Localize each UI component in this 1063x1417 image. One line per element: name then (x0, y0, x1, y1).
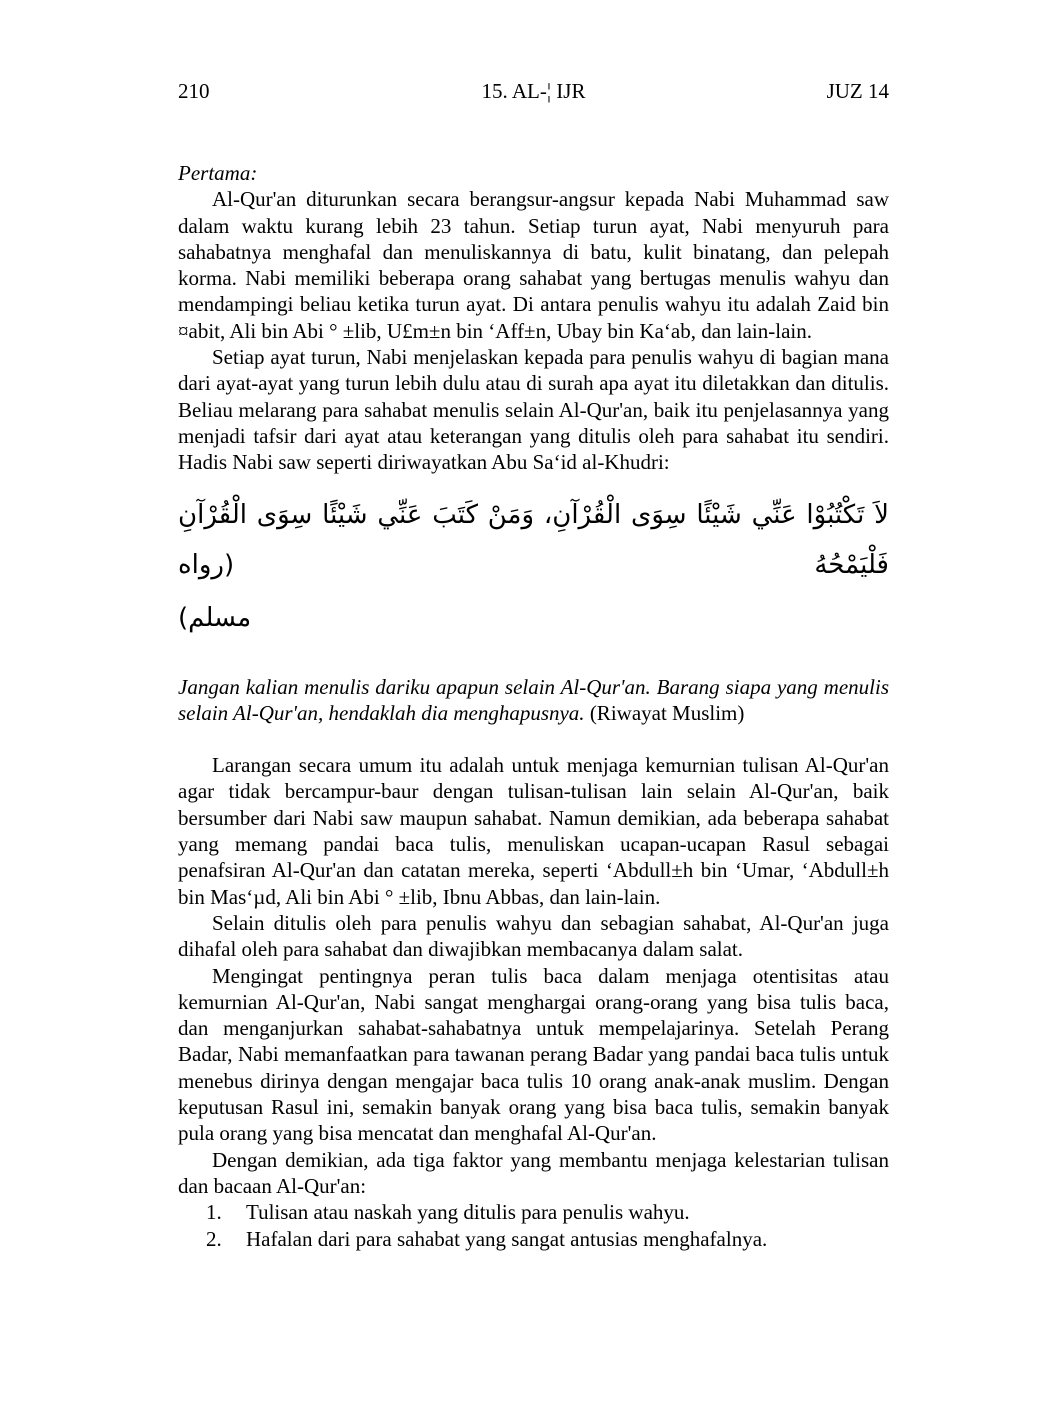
list-item (178, 1199, 889, 1225)
list-text: Hafalan dari para sahabat yang sangat antusias menghafalnya. (246, 1226, 768, 1251)
paragraph-4: Selain ditulis oleh para penulis wahyu dan sebagian sahabat, Al-Qur'an juga dihafal oleh para sahabat dan diwajibkan membacanya dalam salat. (178, 910, 889, 962)
arabic-hadith-line-1: لاَ تَكْتُبُوْا عَنِّي شَيْئًا سِوَى الْقُرْآنِ، وَمَنْ كَتَبَ عَنِّي شَيْئًا سِوَى الْقُرْآنِ فَلْيَمْحُهُ (رواه (178, 499, 889, 580)
hadith-translation-italic: Jangan kalian menulis dariku apapun selain Al-Qur'an. Barang siapa yang menulis selain Al-Qur'an, hendaklah dia menghapusnya. (178, 674, 889, 725)
arabic-hadith-line-2: مسلم) (178, 602, 252, 633)
hadith-translation (178, 674, 889, 727)
juz-label: JUZ 14 (826, 79, 889, 103)
paragraph-2: Setiap ayat turun, Nabi menjelaskan kepada para penulis wahyu di bagian mana dari ayat-ayat yang turun lebih dulu atau di surah apa ayat itu diletakkan dan ditulis. Beliau melarang para sahabat menulis selain Al-Qur'an, baik itu penjelasannya yang menjadi tafsir dari ayat atau keterangan yang ditulis oleh para sahabat itu sendiri. Hadis Nabi saw seperti diriwayatkan Abu Sa‘id al-Khudri: (178, 345, 889, 475)
paragraph-1: Al-Qur'an diturunkan secara berangsur-angsur kepada Nabi Muhammad saw dalam waktu kurang lebih 23 tahun. Setiap turun ayat, Nabi menyuruh para sahabatnya menghafal dan menuliskannya di batu, kulit binatang, dan pelepah korma. Nabi memiliki beberapa orang sahabat yang bertugas menulis wahyu dan mendampingi beliau ketika turun ayat. Di antara penulis wahyu itu adalah Zaid bin ¤abit, Ali bin Abi ° ±lib, U£m±n bin ‘Aff±n, Ubay bin Ka‘ab, dan lain-lain. (178, 187, 889, 343)
paragraph-5: Mengingat pentingnya peran tulis baca dalam menjaga otentisitas atau kemurnian Al-Qur'an, Nabi sangat menghargai orang-orang yang bisa tulis baca, dan menganjurkan sahabat-sahabatnya untuk mempelajarinya. Setelah Perang Badar, Nabi memanfaatkan para tawanan perang Badar yang pandai baca tulis untuk menebus dirinya dengan mengajar baca tulis 10 orang anak-anak muslim. Dengan keputusan Rasul ini, semakin banyak orang yang bisa baca tulis, semakin banyak pula orang yang bisa mencatat dan menghafal Al-Qur'an. (178, 963, 889, 1146)
arabic-hadith (178, 490, 889, 640)
page-number: 210 (178, 79, 210, 103)
section-label: Pertama: (178, 161, 258, 185)
page-header (178, 78, 889, 104)
page-content (178, 78, 889, 1252)
hadith-source: (Riwayat Muslim) (584, 700, 745, 725)
chapter-title: 15. AL-¦ IJR (481, 79, 586, 103)
ordered-list (178, 1199, 889, 1252)
list-item (178, 1226, 889, 1252)
paragraph-6: Dengan demikian, ada tiga faktor yang membantu menjaga kelestarian tulisan dan bacaan Al-Qur'an: (178, 1147, 889, 1198)
list-text: Tulisan atau naskah yang ditulis para penulis wahyu. (246, 1200, 690, 1225)
list-number: 2. (206, 1226, 222, 1251)
paragraph-3: Larangan secara umum itu adalah untuk menjaga kemurnian tulisan Al-Qur'an agar tidak bercampur-baur dengan tulisan-tulisan lain selain Al-Qur'an, baik bersumber dari Nabi saw maupun sahabat. Namun demikian, ada beberapa sahabat yang memang pandai baca tulis, menuliskan ucapan-ucapan Rasul sebagai penafsiran Al-Qur'an dan catatan mereka, seperti ‘Abdull±h bin ‘Umar, ‘Abdull±h bin Mas‘µd, Ali bin Abi ° ±lib, Ibnu Abbas, dan lain-lain. (178, 753, 889, 909)
list-number: 1. (206, 1200, 222, 1225)
